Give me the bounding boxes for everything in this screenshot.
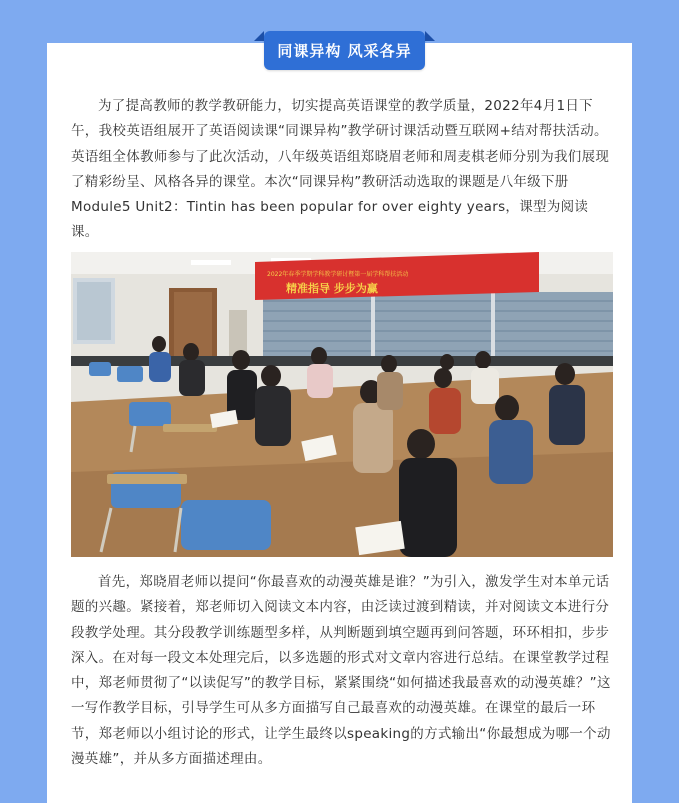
classroom-photo-illustration [71, 252, 613, 557]
body-paragraph: 首先，郑晓眉老师以提问“你最喜欢的动漫英雄是谁？”为引入，激发学生对本单元话题的兴趣。紧接着，郑老师切入阅读文本内容，由泛读过渡到精读，并对阅读文本进行分段教学处理。其分段教学训练题型多样，从判断题到填空题再到问答题，环环相扣，步步深入。在对每一段文本处理完后，以多选题的形式对文章内容进行总结。在课堂教学过程中，郑老师贯彻了“以读促写”的教学目标，紧紧围绕“如何描述我最喜欢的动漫英雄？”这一写作教学目标，引导学生可从多方面描写自己最喜欢的动漫英雄。在课堂的最后一环节，郑老师以小组讨论的形式，让学生最终以speaking的方式输出“你最想成为哪一个动漫英雄”，并从多方面描述理由。 [71, 574, 611, 768]
classroom-photo [71, 252, 613, 557]
photo-banner-line-2: 精准指导 步步为赢 [286, 282, 378, 295]
photo-banner-line-1: 2022年春季学期学科教学研讨暨第一届学科帮扶活动 [267, 271, 409, 278]
section-title: 同课异构 风采各异 [277, 42, 412, 60]
banner-fold-left [254, 31, 264, 41]
section-title-banner [264, 31, 425, 70]
intro-paragraph: 为了提高教师的教学教研能力，切实提高英语课堂的教学质量，2022年4月1日下午，我校英语组展开了英语阅读课“同课异构”教学研讨课活动暨互联网+结对帮扶活动。英语组全体教师参与了此次活动，八年级英语组郑晓眉老师和周麦棋老师分别为我们展现了精彩纷呈、风格各异的课堂。本次“同课异构”教研活动选取的课题是八年级下册Module5 Unit2：Tintin has been popular for over eighty years，课型为阅读课。 [71, 98, 610, 241]
banner-fold-right [425, 31, 435, 41]
